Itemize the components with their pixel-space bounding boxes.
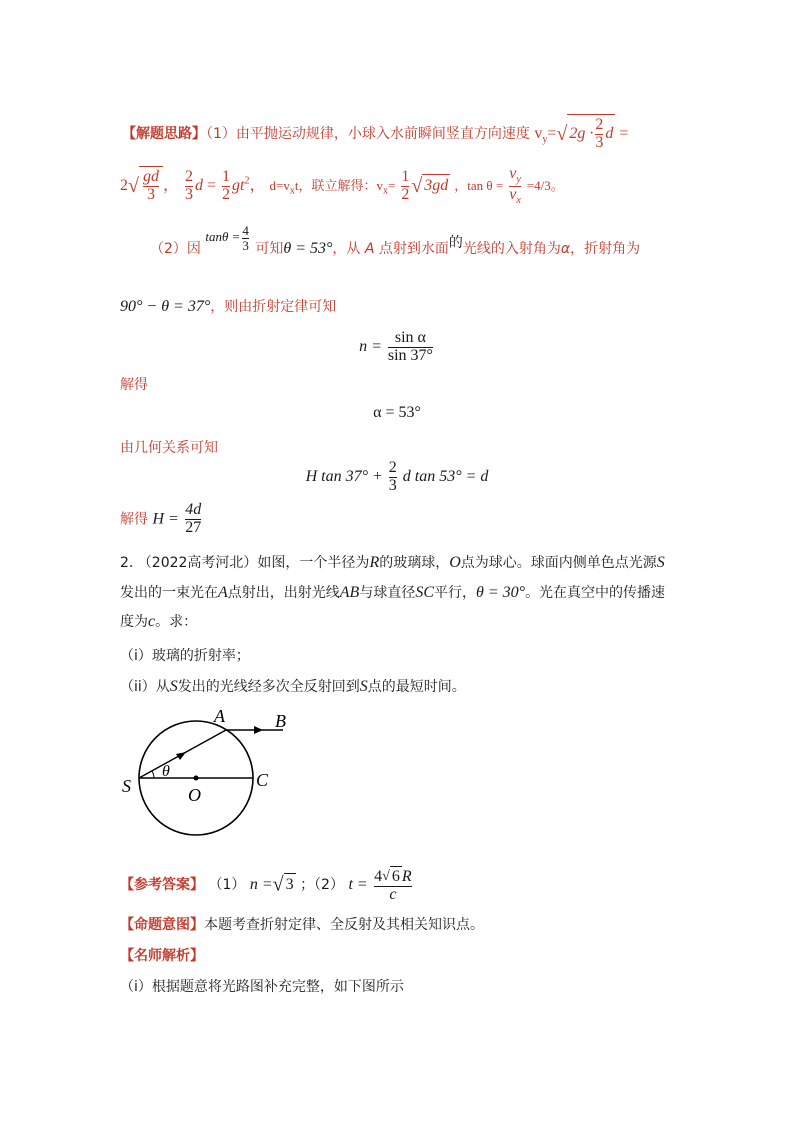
label-A: A <box>214 706 225 726</box>
label-C: C <box>256 770 269 790</box>
solution-heading: 【解题思路】 <box>122 125 206 142</box>
label-theta: θ <box>162 763 170 780</box>
problem2-line-3: 度为c。求： <box>120 613 198 630</box>
ray-arrow <box>176 752 186 760</box>
center-dot <box>194 776 199 781</box>
vy-formula: $v_y=√$ 2g · $\frac{2}{3}$ d = <box>534 116 629 151</box>
solution-line-3: （2）因 tanθ = $\frac{4}{3}$ 可知θ = 53°，从 A 点射到水面的光线的入射角为α，折射角为 <box>150 223 641 258</box>
question-i: （i）玻璃的折射率； <box>120 648 250 664</box>
solution-line-1: 【解题思路】（1）由平抛运动规律，小球入水前瞬间竖直方向速度 $v_y=√$ 2g · $\frac{2}{3}$ d = <box>122 116 629 151</box>
intent-line: 【命题意图】本题考查折射定律、全反射及其相关知识点。 <box>120 917 484 933</box>
solution-line-4: 90° − θ = 37°，则由折射定律可知 <box>120 298 337 315</box>
label-S: S <box>122 776 131 796</box>
question-ii: （ii）从S发出的光线经多次全反射回到S点的最短时间。 <box>120 678 466 695</box>
alpha-result: α = 53° <box>373 404 421 421</box>
H-result: 解得 H = $\frac{4d}{27}$ <box>120 501 202 536</box>
ray-AB-arrow <box>254 726 263 734</box>
answer-line: 【参考答案】 （1） n =√ 3 ；（2） t = $\frac{4√ 6 R}{c}$ <box>120 868 412 903</box>
geometry-label: 由几何关系可知 <box>120 440 218 456</box>
analysis-heading: 【名师解析】 <box>120 948 204 964</box>
label-B: B <box>275 711 286 731</box>
glass-sphere-diagram <box>118 702 298 842</box>
solution-line-2: 2√ $\frac{gd}{3}$ ， $\frac{2}{3}$ d = $\frac{1}{2}$ $gt^2$， $d=v_xt$，联立解得：$v_x=$ $\frac{1}{2}$ √ 3gd ，tan θ = $\frac{v_y}{v_x}$ =4/3。 <box>120 165 564 206</box>
label-O: O <box>188 785 201 805</box>
theta-arc <box>152 771 154 778</box>
analysis-line: （i）根据题意将光路图补充完整，如下图所示 <box>120 979 404 995</box>
jiede-label-1: 解得 <box>120 377 148 393</box>
geometry-formula: H tan 37° + $\frac{2}{3}$ d tan 53° = d <box>305 459 489 494</box>
refraction-law-formula: n = $\frac{\text{sin α}}{\sin 37^\circ}$ <box>359 329 433 364</box>
problem2-line-1: 2. （2022高考河北）如图，一个半径为R的玻璃球，O点为球心。球面内侧单色点光源S <box>120 554 665 571</box>
problem2-line-2: 发出的一束光在A点射出，出射光线AB与球直径SC平行，θ = 30°。光在真空中的传播速 <box>120 584 666 601</box>
